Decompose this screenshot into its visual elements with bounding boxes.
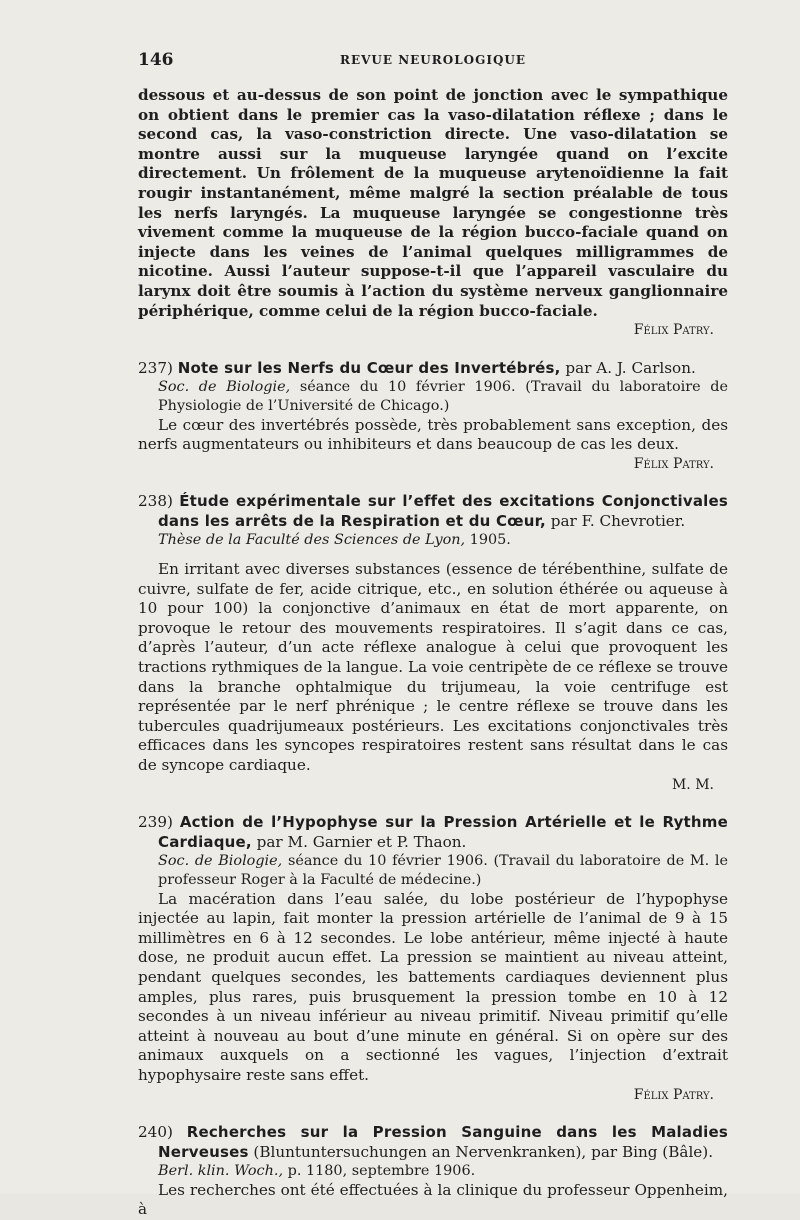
entry-source — [138, 378, 728, 415]
entry-heading: Étude expérimentale sur l’effet des excitations Conjonctivales dans les arrêts de la Respiration et du Cœur, — [158, 492, 729, 530]
entry-byline: (Bluntuntersuchungen an Nervenkranken), par Bing (Bâle). — [253, 1142, 714, 1161]
entry-source-detail: 1905. — [469, 532, 511, 549]
page-number: 146 — [138, 50, 174, 70]
entry-body: La macération dans l’eau salée, du lobe postérieur de l’hypophyse injectée au lapin, fait monter la pression artérielle de l’animal de 9 à 15 millimètres en 6 à 12 secondes. Le lobe antérieur, même injecté à haute dose, ne produit aucun effet. La pression se maintient au niveau atteint, pendant quelques secondes, les battements cardiaques deviennent plus amples, plus rares, puis brusquement la pression tombe en 10 à 12 secondes à un niveau inférieur au niveau primitif. Niveau primitif qu’elle atteint à nouveau au bout d’une minute en général. Si on opère sur des animaux auxquels on a sectionné les vagues, l’injection d’extrait hypophysaire reste sans effet. — [138, 889, 728, 1084]
entry-signature: M. M. — [671, 776, 714, 793]
entry-journal: Berl. klin. Woch., — [158, 1163, 284, 1180]
entry-body: Le cœur des invertébrés possède, très probablement sans exception, des nerfs augmentateurs ou inhibiteurs et dans beaucoup de cas les deux. — [138, 415, 728, 454]
entry-journal: Soc. de Biologie, — [158, 853, 283, 870]
entry-title — [138, 1123, 728, 1162]
entry-source — [138, 852, 728, 889]
entry-heading: Action de l’Hypophyse sur la Pression Artérielle et le Rythme Cardiaque, — [158, 813, 729, 851]
entry-title — [138, 813, 728, 852]
entry-number: 240) — [138, 1123, 173, 1142]
running-title: REVUE NEUROLOGIQUE — [339, 53, 527, 67]
entry-title — [138, 359, 728, 379]
entry-number: 239) — [138, 813, 173, 832]
entry-title — [138, 492, 728, 531]
entry-source — [138, 531, 728, 550]
entry-byline: par F. Chevrotier. — [550, 511, 686, 530]
entry-heading: Note sur les Nerfs du Cœur des Invertébrés, — [177, 358, 561, 377]
entry-source — [138, 1162, 728, 1181]
entry-body: Les recherches ont été effectuées à la clinique du professeur Oppenheim, à — [138, 1180, 728, 1219]
intro-signature: Félix Patry. — [633, 322, 714, 339]
entry-237 — [138, 359, 728, 475]
entry-source-detail: p. 1180, septembre 1906. — [287, 1163, 476, 1180]
intro-paragraph: dessous et au-dessus de son point de jonction avec le sympathique on obtient dans le premier cas la vaso-dilatation réflexe ; dans le second cas, la vaso-constriction directe. Une vaso-dilatation se montre aussi sur la muqueuse laryngée quand on l’excite directement. Un frôlement de la muqueuse arytenoïdienne la fait rougir instantanément, même malgré la section préalable de tous les nerfs laryngés. La muqueuse laryngée se congestionne très vivement comme la muqueuse de la région bucco-faciale quand on injecte dans les veines de l’animal quelques milligrammes de nicotine. Aussi l’auteur suppose-t-il que l’appareil vasculaire du larynx doit être soumis à l’action du système nerveux ganglionnaire périphérique, comme celui de la région bucco-faciale. — [138, 86, 728, 320]
entry-238 — [138, 492, 728, 795]
entry-239 — [138, 813, 728, 1105]
entry-journal: Soc. de Biologie, — [158, 379, 291, 396]
entry-signature: Félix Patry. — [633, 1086, 714, 1103]
page-header — [138, 50, 728, 72]
entry-byline: par M. Garnier et P. Thaon. — [256, 832, 467, 851]
entry-number: 238) — [138, 492, 173, 511]
entry-source-detail: séance du 10 février 1906. (Travail du laboratoire de Physiologie de l’Université de Chicago.) — [158, 379, 728, 414]
entry-source-detail: séance du 10 février 1906. (Travail du laboratoire de M. le professeur Roger à la Faculté de médecine.) — [158, 853, 729, 888]
page-body — [138, 86, 728, 1220]
entry-body: En irritant avec diverses substances (essence de térébenthine, sulfate de cuivre, sulfate de fer, acide citrique, etc., en solution éthérée ou aqueuse à 10 pour 100) la conjonctive d’animaux en état de mort apparente, on provoque le retour des mouvements respiratoires. Il s’agit dans ce cas, d’après l’auteur, d’un acte réflexe analogue à celui que provoquent les tractions rythmiques de la langue. La voie centripète de ce réflexe se trouve dans la branche ophtalmique du trijumeau, la voie centrifuge est représentée par le nerf phrénique ; le centre réflexe se trouve dans les tubercules quadrijumeaux postérieurs. Les excitations conjonctivales très efficaces dans les syncopes respiratoires restent sans résultat dans le cas de syncope cardiaque. — [138, 560, 728, 774]
entry-byline: par A. J. Carlson. — [565, 358, 696, 377]
entry-number: 237) — [138, 358, 173, 377]
entry-journal: Thèse de la Faculté des Sciences de Lyon, — [158, 532, 466, 549]
entry-heading: Recherches sur la Pression Sanguine dans les Maladies Nerveuses — [158, 1123, 728, 1161]
entry-signature: Félix Patry. — [633, 455, 714, 472]
entry-240 — [138, 1123, 728, 1220]
